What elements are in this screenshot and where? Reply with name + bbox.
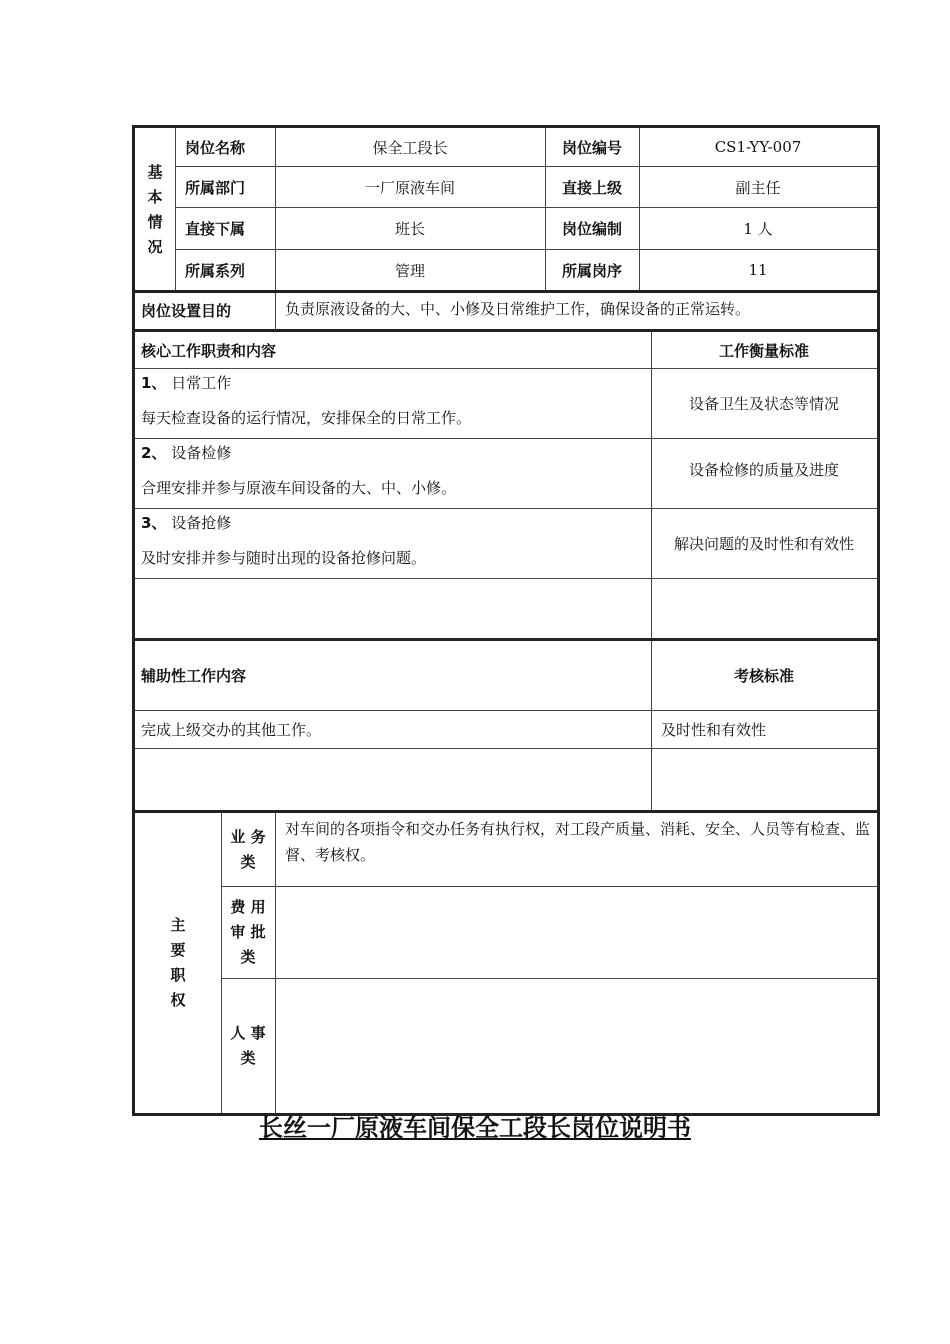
purpose-text: 负责原液设备的大、中、小修及日常维护工作，确保设备的正常运转。 <box>285 300 751 318</box>
authority-business-label: 业 务 类 <box>230 827 266 871</box>
label-rank: 所属岗序 <box>561 261 622 280</box>
value-rank: 11 <box>748 261 768 279</box>
core-standard-header: 工作衡量标准 <box>718 341 809 360</box>
auxiliary-item-standard: 及时性和有效性 <box>661 721 767 739</box>
label-direct-superior: 直接上级 <box>561 178 622 197</box>
job-description-table <box>132 125 880 1116</box>
core-item-2-title: 2、 设备检修 <box>141 444 232 462</box>
auxiliary-standard-header: 考核标准 <box>733 667 794 685</box>
authority-section-label: 主 要 职 权 <box>170 916 186 1009</box>
label-position-name: 岗位名称 <box>185 138 246 157</box>
authority-business-text: 对车间的各项指令和交办任务有执行权，对工段产质量、消耗、安全、人员等有检查、监督、考核权。 <box>285 820 871 864</box>
core-item-3-desc: 及时安排并参与随时出现的设备抢修问题。 <box>141 549 427 567</box>
label-department: 所属部门 <box>185 178 246 197</box>
value-direct-subordinate: 班长 <box>394 220 425 238</box>
core-item-3-standard: 解决问题的及时性和有效性 <box>673 535 854 553</box>
label-position-code: 岗位编号 <box>561 138 622 157</box>
value-position-name: 保全工段长 <box>372 138 448 157</box>
label-direct-subordinate: 直接下属 <box>185 220 246 238</box>
auxiliary-header: 辅助性工作内容 <box>141 667 247 685</box>
core-item-1-standard: 设备卫生及状态等情况 <box>688 395 839 413</box>
value-position-code: CS1-YY-007 <box>714 138 802 156</box>
core-item-2-standard: 设备检修的质量及进度 <box>688 460 839 479</box>
value-direct-superior: 副主任 <box>735 178 781 197</box>
core-item-2-desc: 合理安排并参与原液车间设备的大、中、小修。 <box>141 479 457 497</box>
authority-personnel-label: 人 事 类 <box>230 1024 266 1067</box>
core-duties-header: 核心工作职责和内容 <box>141 341 277 360</box>
value-department: 一厂原液车间 <box>364 178 455 197</box>
label-series: 所属系列 <box>185 261 246 280</box>
authority-expense-label: 费 用 审 批 类 <box>230 898 266 966</box>
label-purpose: 岗位设置目的 <box>141 301 232 320</box>
value-headcount: 1 人 <box>743 220 773 238</box>
core-item-3-title: 3、 设备抢修 <box>141 514 232 532</box>
value-series: 管理 <box>394 261 425 280</box>
document-title: 长丝一厂原液车间保全工段长岗位说明书 <box>259 1114 691 1142</box>
auxiliary-item-text: 完成上级交办的其他工作。 <box>141 721 322 739</box>
core-item-1-desc: 每天检查设备的运行情况，安排保全的日常工作。 <box>141 409 472 427</box>
basic-info-section-label: 基 本 情 况 <box>147 162 163 256</box>
core-item-1-title: 1、 日常工作 <box>141 374 232 392</box>
label-headcount: 岗位编制 <box>561 220 622 238</box>
